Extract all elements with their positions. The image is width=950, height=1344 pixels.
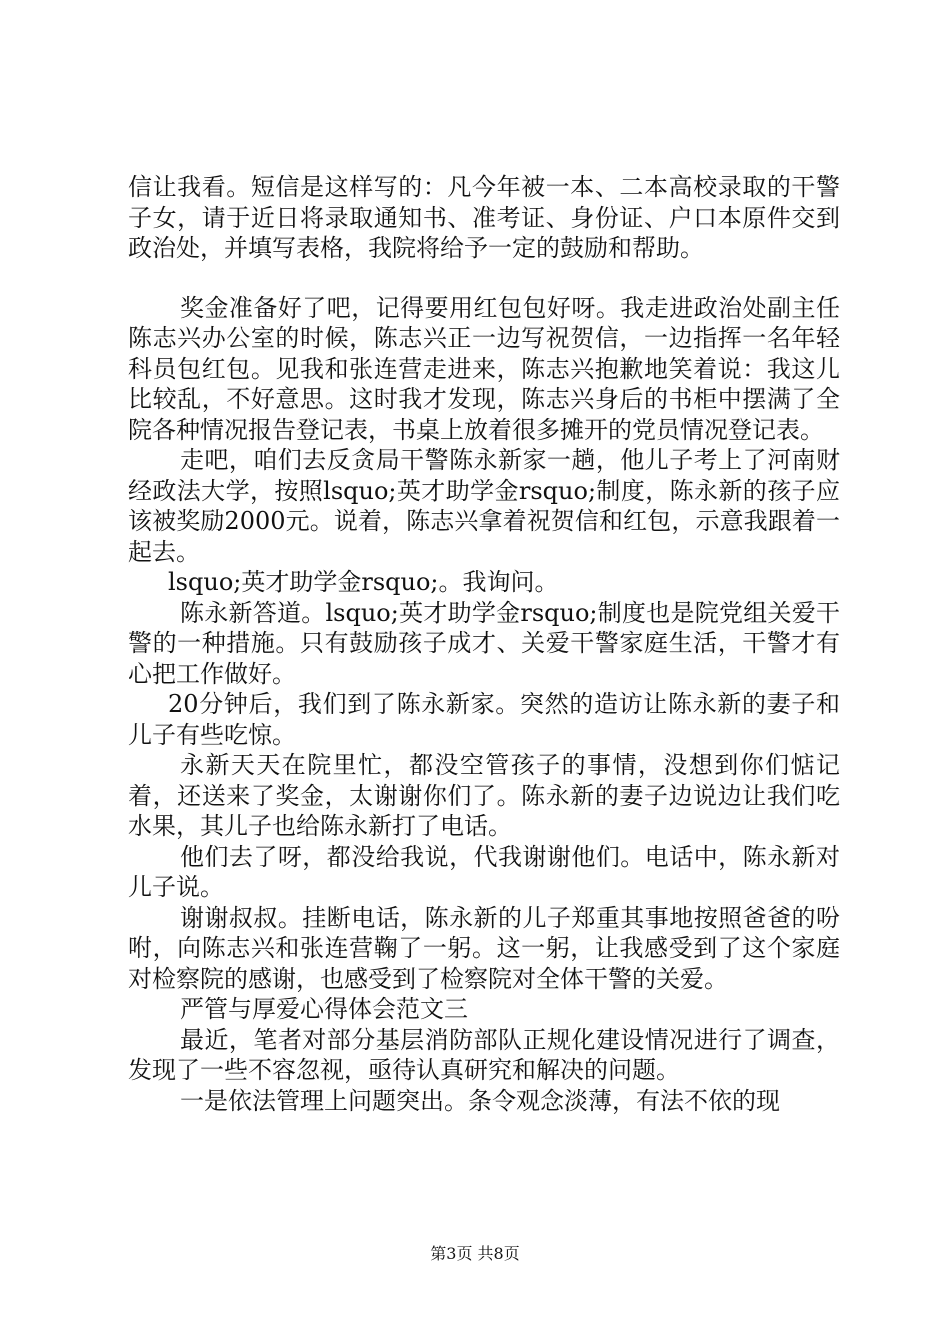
paragraph: 奖金准备好了吧，记得要用红包包好呀。我走进政治处副主任陈志兴办公室的时候，陈志兴正一边写祝贺信，一边指挥一名年轻科员包红包。见我和张连营走进来，陈志兴抱歉地笑着说：我这儿比较乱，不好意思。这时我才发现，陈志兴身后的书柜中摆满了全院各种情况报告登记表，书桌上放着很多摊开的党员情况登记表。 bbox=[128, 293, 840, 444]
page-number-footer: 第3页 共8页 bbox=[430, 1244, 520, 1263]
paragraph: 20分钟后，我们到了陈永新家。突然的造访让陈永新的妻子和儿子有些吃惊。 bbox=[128, 690, 840, 749]
paragraph: 陈永新答道。lsquo;英才助学金rsquo;制度也是院党组关爱干警的一种措施。只有鼓励孩子成才、关爱干警家庭生活，干警才有心把工作做好。 bbox=[128, 598, 840, 688]
paragraph: 信让我看。短信是这样写的：凡今年被一本、二本高校录取的干警子女，请于近日将录取通知书、准考证、身份证、户口本原件交到政治处，并填写表格，我院将给予一定的鼓励和帮助。 bbox=[128, 173, 840, 262]
section-heading: 严管与厚爱心得体会范文三 bbox=[180, 995, 468, 1023]
paragraph: 他们去了呀，都没给我说，代我谢谢他们。电话中，陈永新对儿子说。 bbox=[128, 842, 840, 901]
paragraph: 一是依法管理上问题突出。条令观念淡薄，有法不依的现 bbox=[180, 1086, 780, 1115]
paragraph: 走吧，咱们去反贪局干警陈永新家一趟，他儿子考上了河南财经政法大学，按照lsquo;英才助学金rsquo;制度，陈永新的孩子应该被奖励2000元。说着，陈志兴拿着祝贺信和红包，示意我跟着一起去。 bbox=[128, 446, 840, 566]
paragraph: lsquo;英才助学金rsquo;。我询问。 bbox=[168, 568, 559, 596]
paragraph: 谢谢叔叔。挂断电话，陈永新的儿子郑重其事地按照爸爸的吩咐，向陈志兴和张连营鞠了一躬。这一躬，让我感受到了这个家庭对检察院的感谢，也感受到了检察院对全体干警的关爱。 bbox=[128, 903, 840, 993]
paragraph: 最近，笔者对部分基层消防部队正规化建设情况进行了调查，发现了一些不容忽视，亟待认真研究和解决的问题。 bbox=[128, 1025, 840, 1084]
paragraph: 永新天天在院里忙，都没空管孩子的事情，没想到你们惦记着，还送来了奖金，太谢谢你们了。陈永新的妻子边说边让我们吃水果，其儿子也给陈永新打了电话。 bbox=[128, 751, 840, 840]
document-body bbox=[128, 172, 840, 1116]
